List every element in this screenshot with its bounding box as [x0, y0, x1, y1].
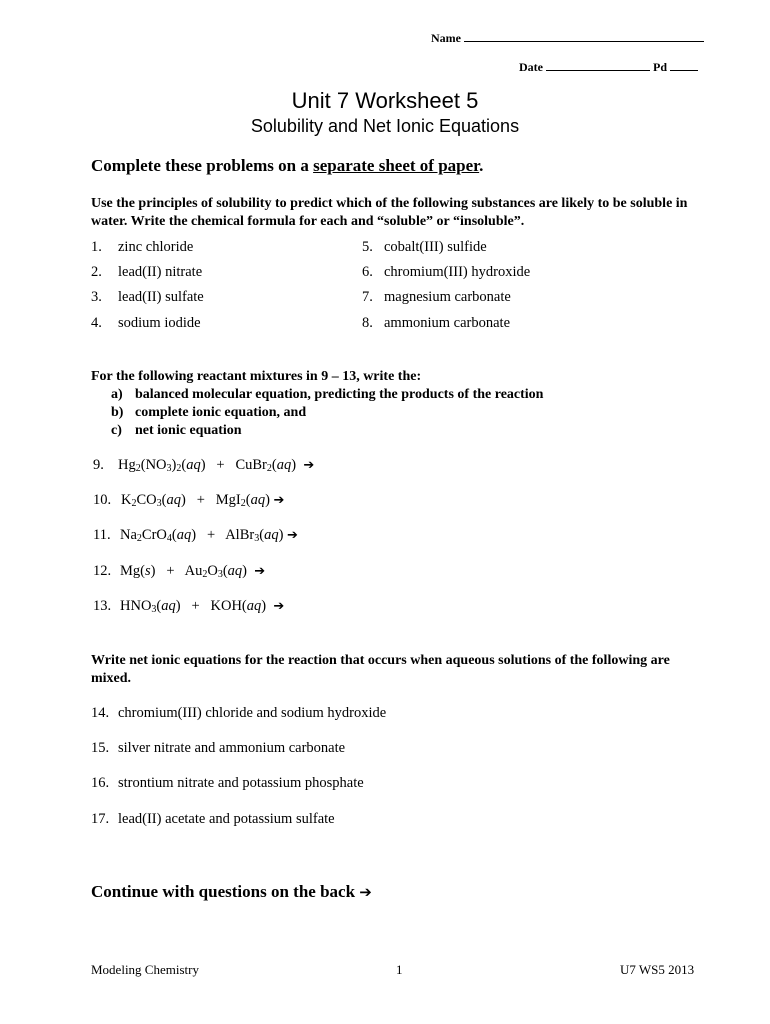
list-item: 2. lead(II) nitrate	[91, 264, 203, 280]
sub-item-c: c) net ionic equation	[111, 423, 242, 438]
page-title: Unit 7 Worksheet 5	[291, 88, 479, 113]
arrow-icon: ➔	[273, 599, 285, 614]
list-item: 8. ammonium carbonate	[362, 315, 511, 331]
name-field[interactable]	[431, 31, 704, 46]
instruction-prefix: Complete these problems on a	[91, 156, 314, 175]
list-item: 1. zinc chloride	[91, 239, 194, 255]
footer-page-number: 1	[396, 962, 403, 977]
question-13: 13. $HNO_3(aq) + KOH(aq)$ ➔	[93, 598, 285, 615]
arrow-icon: ➔	[359, 883, 372, 901]
date-field[interactable]	[519, 60, 698, 75]
list-item: 5. cobalt(III) sulfide	[362, 239, 487, 255]
list-item: 14. chromium(III) chloride and sodium hydroxide	[91, 705, 387, 721]
arrow-icon: ➔	[303, 458, 315, 473]
continue-note	[91, 882, 372, 902]
date-label: Date	[519, 60, 543, 74]
footer-left: Modeling Chemistry	[91, 962, 199, 977]
arrow-icon: ➔	[254, 564, 266, 579]
question-12: 12. $Mg(s) + Au_2O_3(aq)$ ➔	[93, 563, 266, 580]
arrow-icon: ➔	[273, 493, 285, 508]
section3-intro: Write net ionic equations for the reaction that occurs when aqueous solutions of the following are mixed.	[91, 653, 670, 686]
section2-intro: For the following reactant mixtures in 9 – 13, write the:	[91, 369, 422, 384]
pd-blank[interactable]	[670, 60, 698, 71]
section1-intro: Use the principles of solubility to predict which of the following substances are likely to be soluble in water. Write the chemical formula for each and “soluble” or “insoluble”.	[91, 196, 688, 229]
date-blank[interactable]	[546, 60, 650, 71]
name-blank[interactable]	[464, 31, 704, 42]
sub-item-b: b) complete ionic equation, and	[111, 405, 307, 420]
question-10: 10. $K_2CO_3(aq) + MgI_2(aq)$ ➔	[93, 492, 285, 509]
question-11: 11. $Na_2CrO_4(aq)$ + AlBr$_3$(aq) ➔	[93, 527, 298, 544]
list-item: 4. sodium iodide	[91, 315, 201, 331]
question-9: 9. $Hg_2(NO_3)_2(aq)$ + CuBr$_2$(aq) ➔	[93, 457, 315, 474]
list-item: 3. lead(II) sulfate	[91, 289, 204, 305]
list-item: 16. strontium nitrate and potassium phosphate	[91, 775, 364, 791]
page-subtitle: Solubility and Net Ionic Equations	[250, 116, 520, 136]
list-item: 17. lead(II) acetate and potassium sulfate	[91, 811, 335, 827]
name-label: Name	[431, 31, 461, 45]
list-item: 7. magnesium carbonate	[362, 289, 511, 305]
instruction-suffix: .	[479, 156, 484, 175]
main-instruction	[91, 156, 483, 176]
list-item: 6. chromium(III) hydroxide	[362, 264, 531, 280]
footer-right: U7 WS5 2013	[620, 962, 695, 977]
sub-item-a: a) balanced molecular equation, predicting the products of the reaction	[111, 387, 544, 402]
instruction-underlined: separate sheet of paper	[313, 156, 480, 175]
list-item: 15. silver nitrate and ammonium carbonate	[91, 740, 346, 756]
arrow-icon: ➔	[287, 528, 298, 543]
continue-text: Continue with questions on the back	[91, 882, 356, 901]
pd-label: Pd	[653, 60, 668, 74]
